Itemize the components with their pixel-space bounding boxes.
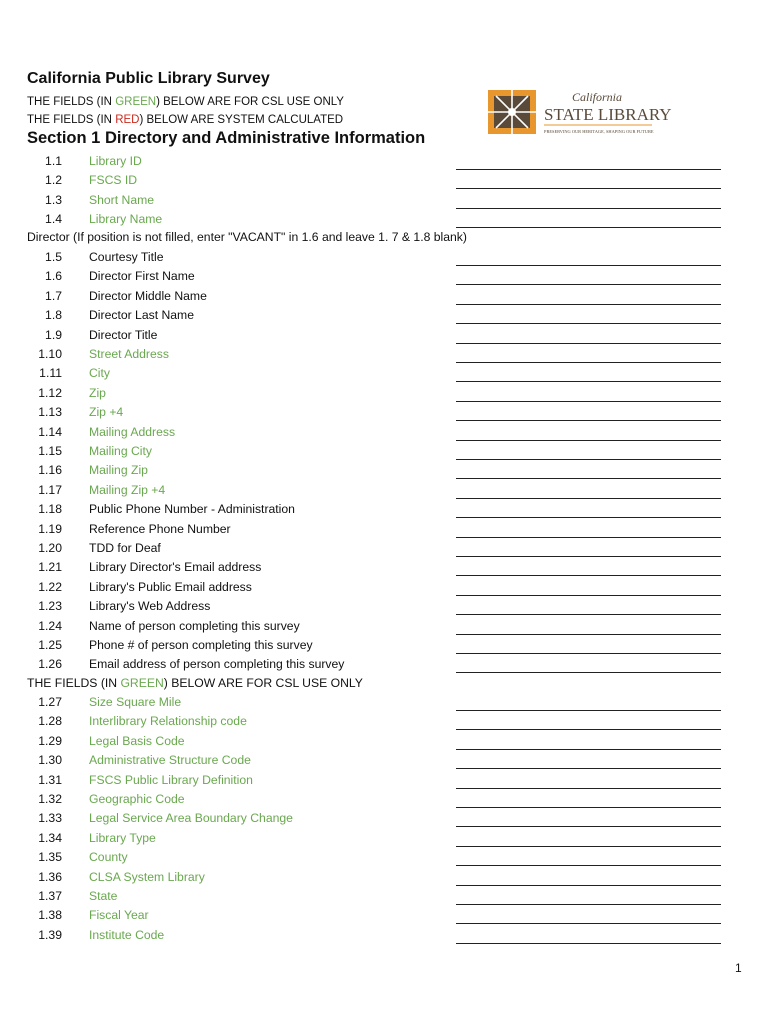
form-row	[0, 520, 770, 539]
field-label: Street Address	[89, 347, 169, 361]
field-label: Zip +4	[89, 405, 124, 420]
answer-line[interactable]	[456, 517, 721, 518]
field-number: 1.26	[38, 657, 62, 672]
field-label: Director First Name	[89, 269, 195, 284]
answer-line[interactable]	[456, 904, 721, 905]
answer-line[interactable]	[456, 653, 721, 654]
answer-line[interactable]	[456, 188, 721, 189]
field-label: City	[89, 366, 110, 381]
field-number: 1.30	[38, 753, 62, 768]
field-number: 1.31	[38, 772, 62, 787]
form-row	[0, 423, 770, 442]
field-label: Reference Phone Number	[89, 521, 231, 536]
answer-line[interactable]	[456, 885, 721, 886]
field-label: Mailing Zip	[89, 463, 148, 478]
state-library-emblem-icon	[484, 84, 672, 140]
field-number: 1.3	[45, 192, 62, 207]
form-row	[0, 345, 770, 364]
field-label: FSCS ID	[89, 173, 138, 188]
answer-line[interactable]	[456, 420, 721, 421]
svg-text:California: California	[572, 90, 623, 104]
director-note: Director (If position is not filled, enter "VACANT" in 1.6 and leave 1. 7 & 1.8 blank)	[27, 230, 467, 244]
form-row	[0, 829, 770, 848]
form-row	[0, 906, 770, 925]
field-number: 1.27	[38, 695, 62, 709]
page-number: 1	[735, 961, 742, 975]
form-row	[0, 751, 770, 770]
field-label: Director Middle Name	[89, 288, 207, 303]
field-number: 1.7	[45, 288, 62, 303]
svg-text:PRESERVING OUR HERITAGE, SHAPI: PRESERVING OUR HERITAGE, SHAPING OUR FUTURE	[544, 129, 654, 134]
answer-line[interactable]	[456, 595, 721, 596]
form-row	[0, 191, 770, 210]
answer-line[interactable]	[456, 265, 721, 266]
form-row	[0, 384, 770, 403]
field-number: 1.20	[38, 541, 62, 555]
field-label: Email address of person completing this survey	[89, 657, 345, 672]
field-label: Legal Service Area Boundary Change	[89, 811, 293, 826]
form-row	[0, 306, 770, 325]
form-row	[0, 210, 770, 229]
field-number: 1.37	[38, 889, 62, 903]
csl-use-note: THE FIELDS (IN GREEN) BELOW ARE FOR CSL USE ONLY	[27, 96, 344, 108]
field-number: 1.32	[38, 792, 62, 806]
answer-line[interactable]	[456, 943, 721, 944]
section-title: Section 1 Directory and Administrative Information	[27, 129, 426, 147]
answer-line[interactable]	[456, 788, 721, 789]
answer-line[interactable]	[456, 304, 721, 305]
field-label: Size Square Mile	[89, 695, 182, 709]
field-label: Library Type	[89, 830, 156, 845]
field-label: Legal Basis Code	[89, 733, 185, 748]
field-number: 1.18	[38, 502, 62, 517]
field-number: 1.12	[38, 385, 62, 400]
answer-line[interactable]	[456, 865, 721, 866]
form-row	[0, 790, 770, 809]
field-label: Phone # of person completing this survey	[89, 638, 313, 652]
form-row	[0, 597, 770, 616]
form-row	[0, 267, 770, 286]
field-number: 1.17	[38, 482, 62, 497]
answer-line[interactable]	[456, 672, 721, 673]
answer-line[interactable]	[456, 923, 721, 924]
field-number: 1.2	[45, 173, 62, 188]
field-number: 1.13	[38, 405, 62, 420]
answer-line[interactable]	[456, 729, 721, 730]
field-label: Library Director's Email address	[89, 560, 262, 575]
answer-line[interactable]	[456, 208, 721, 209]
field-number: 1.35	[38, 850, 62, 865]
field-number: 1.5	[45, 250, 62, 264]
field-label: Mailing Zip +4	[89, 482, 166, 497]
field-number: 1.39	[38, 927, 62, 942]
system-calculated-note: THE FIELDS (IN RED) BELOW ARE SYSTEM CALCULATED	[27, 114, 344, 126]
csl-use-note-2: THE FIELDS (IN GREEN) BELOW ARE FOR CSL USE ONLY	[27, 676, 363, 690]
field-label: Institute Code	[89, 927, 165, 942]
answer-line[interactable]	[456, 323, 721, 324]
field-label: FSCS Public Library Definition	[89, 772, 253, 787]
answer-line[interactable]	[456, 826, 721, 827]
answer-line[interactable]	[456, 401, 721, 402]
field-label: Interlibrary Relationship code	[89, 714, 247, 729]
field-label: Mailing Address	[89, 424, 176, 439]
field-number: 1.14	[38, 424, 62, 439]
form-row	[0, 539, 770, 558]
answer-line[interactable]	[456, 459, 721, 460]
answer-line[interactable]	[456, 614, 721, 615]
form-row	[0, 152, 770, 171]
page-title: California Public Library Survey	[27, 70, 270, 87]
form-row	[0, 655, 770, 674]
answer-line[interactable]	[456, 478, 721, 479]
field-label: Director Last Name	[89, 308, 194, 323]
field-label: Name of person completing this survey	[89, 618, 300, 633]
form-row	[0, 248, 770, 267]
form-row	[0, 771, 770, 790]
field-number: 1.19	[38, 521, 62, 536]
field-number: 1.15	[38, 444, 62, 458]
field-number: 1.28	[38, 714, 62, 729]
answer-line[interactable]	[456, 362, 721, 363]
answer-line[interactable]	[456, 556, 721, 557]
form-row	[0, 868, 770, 887]
field-number: 1.23	[38, 599, 62, 614]
answer-line[interactable]	[456, 440, 721, 441]
field-label: Director Title	[89, 327, 158, 342]
field-number: 1.36	[38, 869, 62, 884]
answer-line[interactable]	[456, 343, 721, 344]
form-row	[0, 403, 770, 422]
answer-line[interactable]	[456, 846, 721, 847]
answer-line[interactable]	[456, 749, 721, 750]
field-number: 1.16	[38, 463, 62, 478]
form-row	[0, 926, 770, 945]
field-number: 1.10	[38, 347, 62, 361]
form-row	[0, 442, 770, 461]
field-number: 1.25	[38, 638, 62, 652]
form-row	[0, 617, 770, 636]
field-label: Fiscal Year	[89, 908, 149, 923]
form-row	[0, 578, 770, 597]
field-label: Library's Web Address	[89, 599, 211, 614]
answer-line[interactable]	[456, 710, 721, 711]
form-row	[0, 887, 770, 906]
field-number: 1.8	[45, 308, 62, 323]
answer-line[interactable]	[456, 537, 721, 538]
field-label: CLSA System Library	[89, 869, 205, 884]
form-row	[0, 712, 770, 731]
answer-line[interactable]	[456, 381, 721, 382]
field-number: 1.9	[45, 327, 62, 342]
answer-line[interactable]	[456, 634, 721, 635]
form-row	[0, 558, 770, 577]
field-label: State	[89, 889, 118, 903]
answer-line[interactable]	[456, 807, 721, 808]
field-number: 1.6	[45, 269, 62, 284]
field-number: 1.24	[38, 618, 62, 633]
field-label: TDD for Deaf	[89, 541, 161, 555]
field-label: Courtesy Title	[89, 250, 164, 264]
form-row	[0, 287, 770, 306]
field-label: Library ID	[89, 154, 142, 168]
answer-line[interactable]	[456, 284, 721, 285]
field-label: Geographic Code	[89, 792, 185, 806]
form-row	[0, 500, 770, 519]
svg-text:STATE LIBRARY: STATE LIBRARY	[544, 105, 672, 124]
field-label: Zip	[89, 385, 106, 400]
form-row	[0, 364, 770, 383]
field-number: 1.38	[38, 908, 62, 923]
field-label: Library Name	[89, 212, 163, 227]
form-row	[0, 481, 770, 500]
answer-line[interactable]	[456, 498, 721, 499]
field-number: 1.33	[38, 811, 62, 826]
field-number: 1.29	[38, 733, 62, 748]
answer-line[interactable]	[456, 575, 721, 576]
form-row	[0, 461, 770, 480]
answer-line[interactable]	[456, 768, 721, 769]
field-number: 1.34	[38, 830, 62, 845]
answer-line[interactable]	[456, 169, 721, 170]
field-number: 1.22	[38, 579, 62, 594]
form-row	[0, 693, 770, 712]
form-row	[0, 171, 770, 190]
field-number: 1.21	[38, 560, 62, 575]
form-row	[0, 326, 770, 345]
field-number: 1.4	[45, 212, 62, 227]
answer-line[interactable]	[456, 227, 721, 228]
field-label: Public Phone Number - Administration	[89, 502, 295, 517]
form-row	[0, 809, 770, 828]
field-label: Mailing City	[89, 444, 152, 458]
form-row	[0, 636, 770, 655]
form-row	[0, 848, 770, 867]
field-number: 1.1	[45, 154, 62, 168]
field-label: Administrative Structure Code	[89, 753, 251, 768]
field-label: Short Name	[89, 192, 155, 207]
california-state-library-logo	[484, 84, 672, 140]
form-row	[0, 732, 770, 751]
field-label: Library's Public Email address	[89, 579, 252, 594]
field-number: 1.11	[39, 366, 62, 381]
field-label: County	[89, 850, 128, 865]
